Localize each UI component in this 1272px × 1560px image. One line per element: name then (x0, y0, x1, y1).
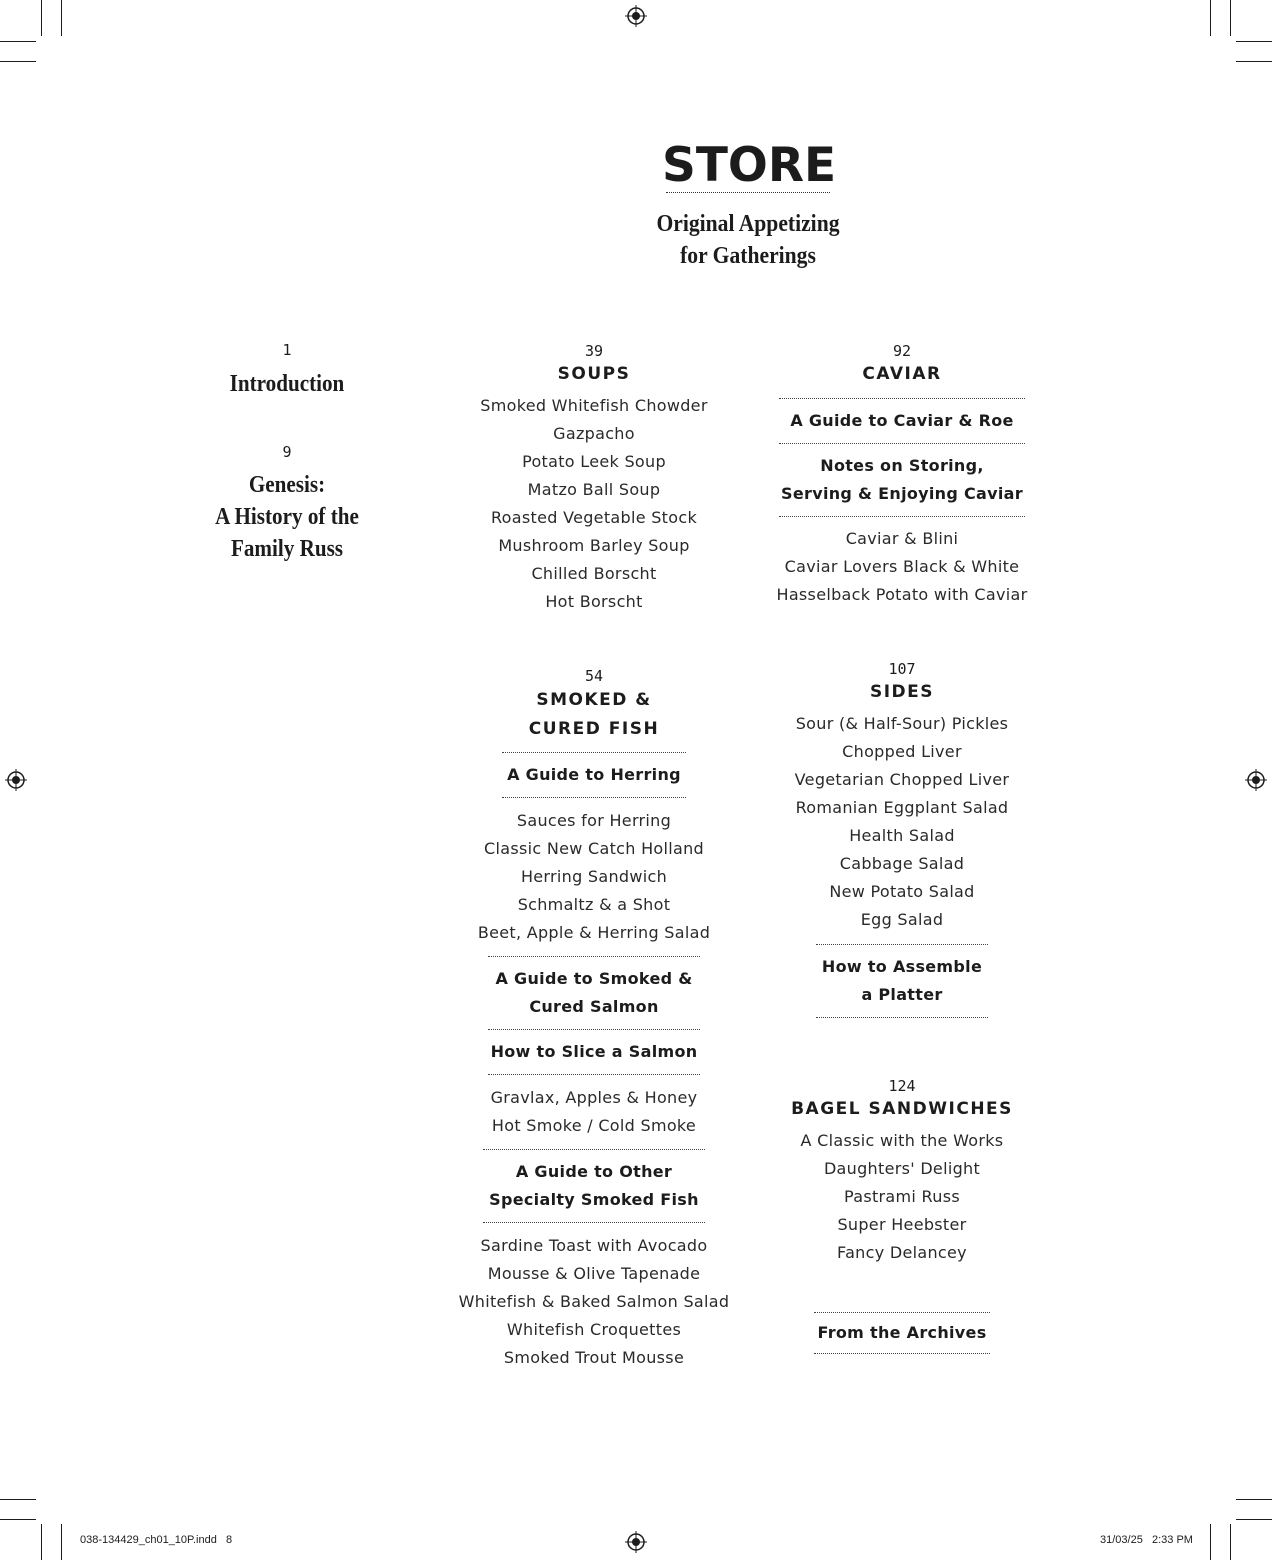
from-the-archives: From the Archives (817, 1323, 987, 1342)
recipe-item: Mushroom Barley Soup (498, 536, 690, 555)
recipe-item: Hot Smoke / Cold Smoke (491, 1116, 697, 1135)
registration-mark-icon (1245, 769, 1267, 791)
genesis-title: Genesis: A History of the Family Russ (215, 472, 359, 562)
recipe-item: Smoked Whitefish Chowder (480, 396, 708, 415)
salmon-list (434, 1084, 754, 1140)
page-title: STORE (662, 138, 837, 193)
guide-salmon-line2: Cured Salmon (529, 997, 659, 1016)
recipe-item: Hasselback Potato with Caviar (776, 585, 1028, 604)
intro-title: Introduction (229, 371, 345, 397)
herring-list (434, 807, 754, 947)
divider (483, 1222, 705, 1223)
recipe-item: Smoked Trout Mousse (503, 1348, 685, 1367)
recipe-item: Potato Leek Soup (522, 452, 666, 471)
bagel-heading: BAGEL SANDWICHES (791, 1099, 1013, 1119)
recipe-item: Romanian Eggplant Salad (795, 798, 1009, 817)
recipe-item: Sour (& Half-Sour) Pickles (795, 714, 1009, 733)
recipe-item: A Classic with the Works (800, 1131, 1004, 1150)
sides-section (752, 659, 1052, 1018)
recipe-item: Caviar Lovers Black & White (784, 557, 1020, 576)
divider (483, 1149, 705, 1150)
divider (779, 443, 1025, 444)
assemble-platter-line2: a Platter (861, 985, 943, 1004)
recipe-item: Gazpacho (553, 424, 635, 443)
recipe-item: Health Salad (849, 826, 955, 845)
recipe-item: Schmaltz & a Shot (517, 895, 671, 914)
recipe-item: Hot Borscht (545, 592, 643, 611)
divider (488, 956, 700, 957)
divider (502, 797, 686, 798)
recipe-item: Matzo Ball Soup (527, 480, 661, 499)
recipe-item: Classic New Catch Holland (484, 839, 704, 858)
divider (779, 516, 1025, 517)
divider (816, 944, 988, 945)
guide-caviar: A Guide to Caviar & Roe (790, 411, 1014, 430)
recipe-item: Chopped Liver (842, 742, 962, 761)
slice-salmon: How to Slice a Salmon (490, 1042, 698, 1061)
title-divider (666, 192, 830, 193)
recipe-item: Whitefish & Baked Salmon Salad (458, 1292, 730, 1311)
recipe-item: Roasted Vegetable Stock (490, 508, 698, 527)
recipe-item: Cabbage Salad (839, 854, 965, 873)
other-fish-list (434, 1232, 754, 1372)
intro-page-number: 1 (282, 341, 292, 359)
caviar-list (752, 525, 1052, 609)
sides-page-number: 107 (888, 660, 916, 678)
recipe-item: Caviar & Blini (845, 529, 959, 548)
registration-mark-icon (5, 769, 27, 791)
slug-timestamp: 31/03/25 2:33 PM (1100, 1534, 1193, 1546)
smoked-fish-section (434, 666, 754, 1372)
caviar-notes-line2: Serving & Enjoying Caviar (781, 484, 1023, 503)
caviar-notes-line1: Notes on Storing, (820, 456, 984, 475)
caviar-section (752, 341, 1052, 609)
page-subtitle: Original Appetizing for Gatherings (656, 211, 840, 269)
guide-salmon-line1: A Guide to Smoked & (495, 969, 693, 988)
caviar-heading: CAVIAR (862, 364, 942, 384)
divider (814, 1312, 990, 1313)
recipe-item: Super Heebster (837, 1215, 967, 1234)
bagel-list (752, 1127, 1052, 1267)
recipe-item: Fancy Delancey (837, 1243, 967, 1262)
smoked-page-number: 54 (584, 667, 604, 685)
divider (502, 752, 686, 753)
genesis-page-number: 9 (282, 443, 292, 461)
bagel-page-number: 124 (888, 1077, 916, 1095)
recipe-item: Chilled Borscht (531, 564, 657, 583)
recipe-item: Whitefish Croquettes (506, 1320, 682, 1339)
recipe-item: Sardine Toast with Avocado (480, 1236, 708, 1255)
divider (814, 1353, 990, 1354)
soups-section (444, 341, 744, 616)
recipe-item: Beet, Apple & Herring Salad (477, 923, 711, 942)
registration-mark-icon (625, 1531, 647, 1553)
recipe-item: New Potato Salad (829, 882, 975, 901)
divider (488, 1074, 700, 1075)
guide-other-line2: Specialty Smoked Fish (489, 1190, 699, 1209)
soups-list (444, 392, 744, 616)
caviar-page-number: 92 (892, 342, 912, 360)
smoked-heading-line1: SMOKED & (536, 690, 652, 710)
divider (779, 398, 1025, 399)
bagel-section (752, 1076, 1052, 1267)
recipe-item: Herring Sandwich (520, 867, 668, 886)
recipe-item: Vegetarian Chopped Liver (794, 770, 1010, 789)
recipe-item: Mousse & Olive Tapenade (487, 1264, 701, 1283)
recipe-item: Egg Salad (860, 910, 944, 929)
recipe-item: Gravlax, Apples & Honey (490, 1088, 698, 1107)
soups-heading: SOUPS (557, 364, 631, 384)
divider (816, 1017, 988, 1018)
divider (488, 1029, 700, 1030)
guide-other-line1: A Guide to Other (515, 1162, 673, 1181)
recipe-item: Pastrami Russ (844, 1187, 960, 1206)
recipe-item: Daughters' Delight (823, 1159, 981, 1178)
slug-filename: 038-134429_ch01_10P.indd 8 (80, 1534, 233, 1546)
smoked-heading-line2: CURED FISH (528, 719, 660, 739)
recipe-item: Sauces for Herring (516, 811, 672, 830)
assemble-platter-line1: How to Assemble (821, 957, 983, 976)
guide-herring: A Guide to Herring (507, 765, 681, 784)
sides-heading: SIDES (869, 682, 935, 702)
registration-mark-icon (625, 5, 647, 27)
soups-page-number: 39 (584, 342, 604, 360)
archives-section (752, 1312, 1052, 1354)
sides-list (752, 710, 1052, 934)
